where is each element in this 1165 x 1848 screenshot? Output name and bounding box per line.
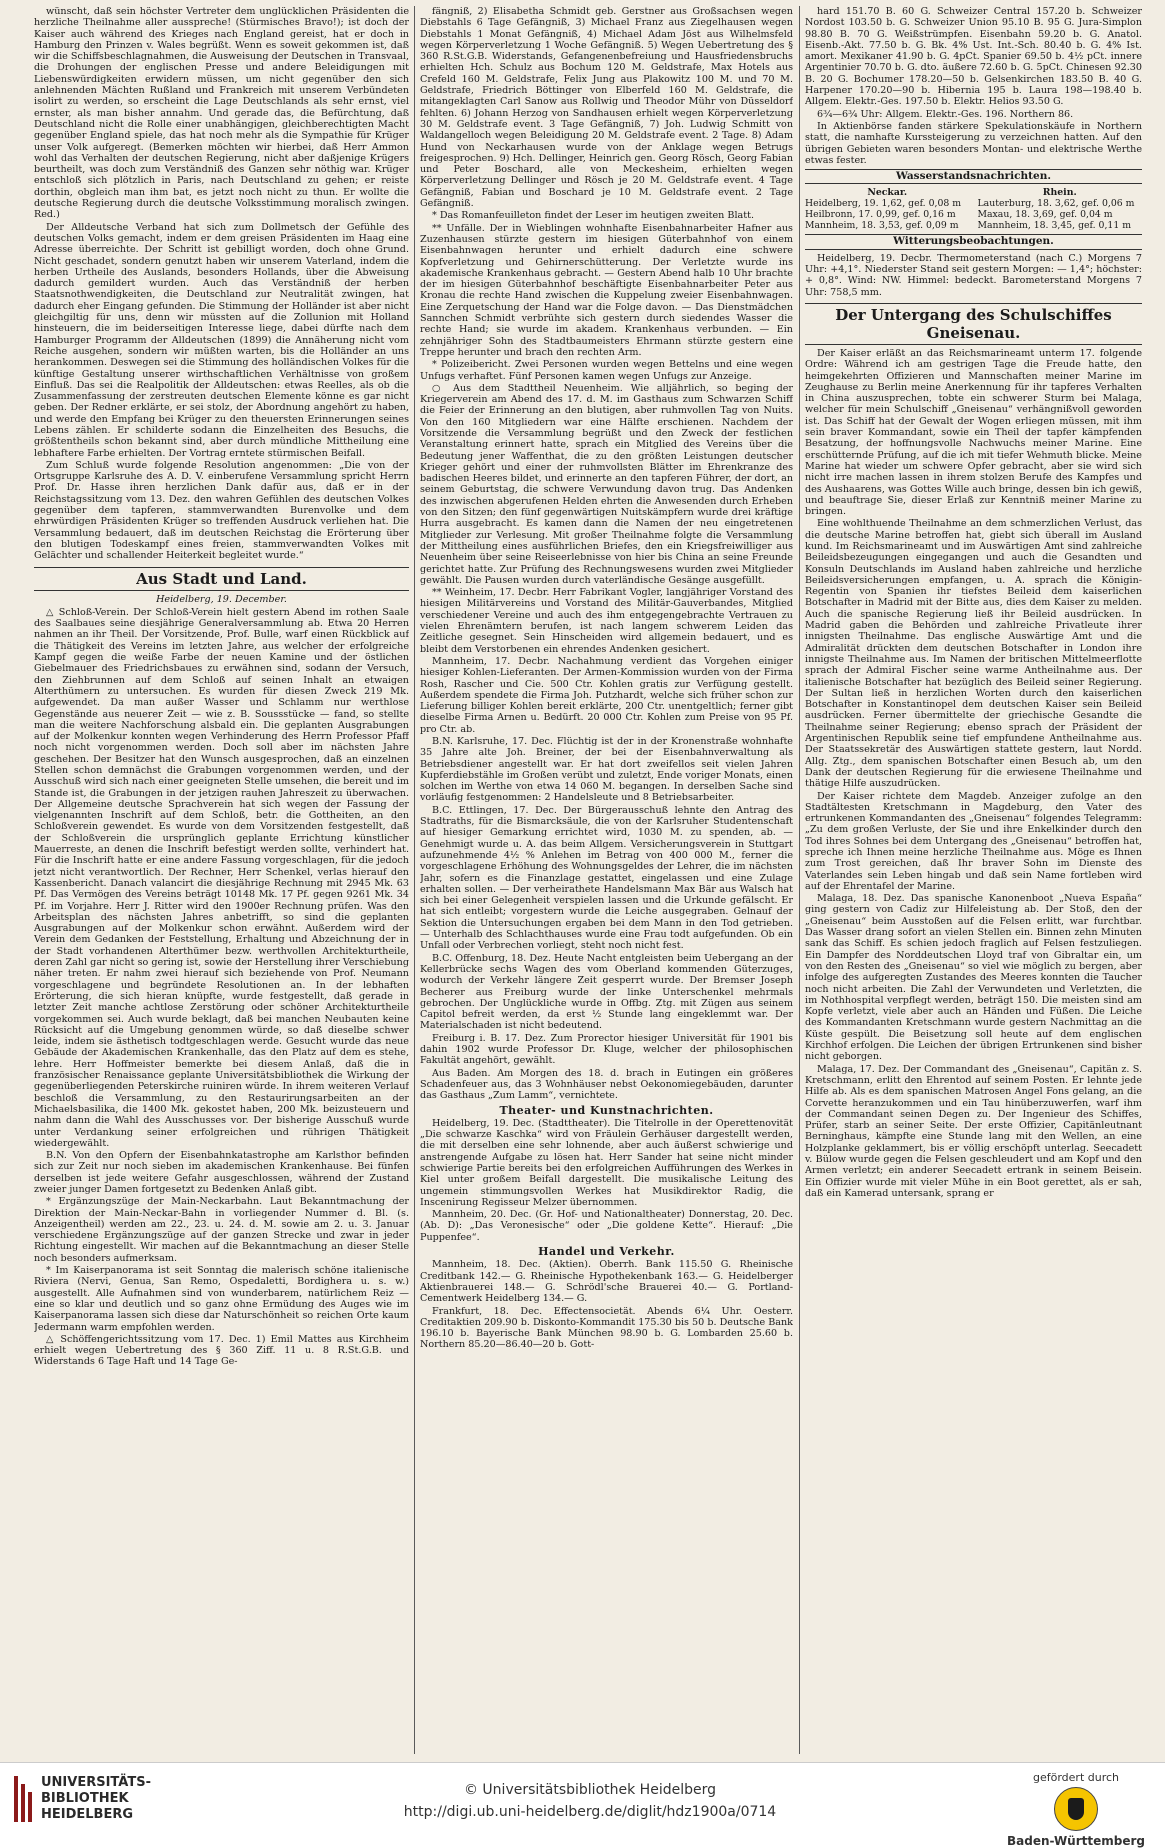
article-paragraph: In Aktienbörse fanden stärkere Spekulationskäufe in Northern statt, die namhafte Kurssteigerung zu verzeichnen hatten. Auf den übrigen Gebieten waren besonders Montan- und elektrische Werthe etwas fester. (805, 120, 1142, 166)
column-right (805, 6, 1142, 1754)
box-heading: Wasserstandsnachrichten. (805, 169, 1142, 184)
column-middle (420, 6, 793, 1754)
section-heading: Der Untergang des Schulschiffes Gneisenau. (805, 303, 1142, 345)
footer-info (330, 1779, 850, 1823)
water-values-rhein: Lauterburg, 18. 3,62, gef. 0,06 m Maxau, 18. 3,69, gef. 0,04 m Mannheim, 18. 3,45, gef. 0,11 m (977, 198, 1135, 232)
article-paragraph: Der Kaiser erläßt an das Reichsmarineamt unterm 17. folgende Ordre: Während ich am gestrigen Tage die Freude hatte, den heimgekehrten Offizieren und Mannschaften meiner Marine im Zeughause zu Berlin meine Anerkennung für ihr tapferes Verhalten in China auszusprechen, tobte ein schwerer Sturm bei Malaga, welcher für mein Schulschiff „Gneisenau“ verhängnißvoll geworden ist. Das Schiff hat der Gewalt der Wogen erliegen müssen, mit ihm sein braver Kommandant, sowie ein Theil der tapfer kämpfenden Besatzung, der hoffnungsvolle Nachwuchs meiner Marine. Eine erschütternde Prüfung, auf die ich mit tiefer Wehmuth blicke. Meine Marine hat wieder um schwere Opfer gebracht, aber sie wird sich nicht irre machen lassen in ihrem stolzen Berufe des Kampfes und des Aushaarens, was Gottes Wille auch bringe, dessen bin ich gewiß, und beauftrage Sie, dieser Erlaß zur Kenntniß meiner Marine zu bringen. (805, 347, 1142, 518)
column-left (34, 6, 409, 1754)
article-paragraph: △ Schöffengerichtssitzung vom 17. Dec. 1) Emil Mattes aus Kirchheim erhielt wegen Uebertretung des § 360 Ziff. 11 u. 8 R.St.G.B. und Widerstands 6 Tage Haft und 14 Tage Ge- (34, 1333, 409, 1368)
section-heading: Aus Stadt und Land. (34, 567, 409, 591)
article-paragraph: Mannheim, 17. Decbr. Nachahmung verdient das Vorgehen einiger hiesiger Kohlen-Lieferanten. Der Armen-Kommission wurden von der Firma Rosh, Rascher und Cie. 500 Ctr. Kohlen gratis zur Verfügung gestellt. Außerdem spendete die Firma Joh. Putzhardt, welche sich früher schon zur Lieferung billiger Kohlen bereit erklärte, 200 Ctr. unentgeltlich; ferner gibt dieselbe Firma Arnen u. Bedürft. 20 000 Ctr. Kohlen zum Preise von 95 Pf. pro Ctr. ab. (420, 655, 793, 735)
sponsor-name: Baden-Württemberg (1006, 1834, 1145, 1848)
article-paragraph: Eine wohlthuende Theilnahme an dem schmerzlichen Verlust, das die deutsche Marine betroffen hat, giebt sich überall im Ausland kund. Im Reichsmarineamt und im Auswärtigen Amt sind zahlreiche Beileidsbezeugungen eingegangen und auch die Gesandten und Konsuln Deutschlands im Ausland haben zahlreiche und herzliche Beileidsversicherungen empfangen, u. A. sprach die Königin-Regentin von Spanien ihr tiefstes Beileid dem kaiserlichen Botschafter in Madrid mit der Bitte aus, dies dem Kaiser zu melden. Auch die spanische Regierung ließ ihr Beileid ausdrücken. In Madrid gaben die Behörden und zahlreiche Privatleute ihrer innigsten Theilnahme. Das englische Auswärtige Amt und die Admiralität drückten dem deutschen Botschafter in London ihre innigste Theilnahme aus. Im Namen der britischen Mittelmeerflotte sprach der Admiral Fischer seine warme Antheilnahme aus. Der italienische Botschafter hat bezüglich des Beileid seiner Regierung. Der Sultan ließ in herzlichen Worten durch den kaiserlichen Botschafter in Konstantinopel dem deutschen Kaiser sein Beileid ausdrücken. Ferner übermittelte der griechische Gesandte die Theilnahme seiner Regierung; ebenso sprach der Präsident der Argentinischen Republik seine tief empfundene Antheilnahme aus. Der Staatssekretär des Auswärtigen stattete gestern, laut Nordd. Allg. Ztg., dem spanischen Botschafter einen Besuch ab, um den Dank der deutschen Regierung für die erwiesene Theilnahme und thätige Hilfe auszudrücken. (805, 518, 1142, 790)
sponsor-label: gefördert durch (1032, 1771, 1120, 1784)
sponsor-block (1001, 1771, 1151, 1848)
box-heading: Witterungsbeobachtungen. (805, 234, 1142, 249)
water-head-rhein: Rhein. (1042, 187, 1077, 199)
article-paragraph: Malaga, 18. Dez. Das spanische Kanonenboot „Nueva España“ ging gestern von Cadiz zur Hilfeleistung ab. Der Stoß, den der „Gneisenau“ beim Ausstoßen auf die Felsen erlitt, war furchtbar. Das Wasser drang sofort an vielen Stellen ein. Binnen zehn Minuten sank das Schiff. Es schien jedoch fraglich auf Felsen festzuliegen. Ein Dampfer des Norddeutschen Lloyd traf von Gibraltar ein, um von den Resten des „Gneisenau“ so viel wie möglich zu bergen, aber infolge des aufgeregten Zustandes des Meeres konnten die Taucher noch nicht arbeiten. Die Zahl der Verwundeten und Verletzten, die im Nothhospital verpflegt werden, beträgt 150. Die meisten sind am Kopfe verletzt, viele aber auch an Händen und Füßen. Die Leiche des Kommandanten Kretschmann wurde gestern Nachmittag an die Küste gespült. Die Beisetzung soll heute auf dem englischen Kirchhof erfolgen. Die Leichen der übrigen Ertrunkenen sind bisher nicht geborgen. (805, 893, 1142, 1063)
article-paragraph: Heidelberg, 19. Decbr. Thermometerstand (nach C.) Morgens 7 Uhr: +4,1°. Niederster Stand seit gestern Morgen: — 1,4°; höchster: + 0,8°. Wind: NW. Himmel: bedeckt. Barometerstand Morgens 7 Uhr: 758,5 mm. (805, 252, 1142, 298)
footer-bar (0, 1762, 1165, 1848)
article-paragraph: Freiburg i. B. 17. Dez. Zum Prorector hiesiger Universität für 1901 bis dahin 1902 wurde Professor Dr. Kluge, welcher der philosophischen Fakultät angehört, gewählt. (420, 1032, 793, 1067)
water-head-neckar: Neckar. (867, 187, 908, 199)
library-logo[interactable] (14, 1775, 151, 1823)
logo-line: BIBLIOTHEK (41, 1791, 129, 1806)
water-values-neckar: Heidelberg, 19. 1,62, gef. 0,08 m Heilbronn, 17. 0,99, gef. 0,16 m Mannheim, 18. 3,53, gef. 0,09 m (805, 198, 962, 232)
state-crest-icon (1054, 1787, 1098, 1831)
article-paragraph: Mannheim, 20. Dec. (Gr. Hof- und Nationaltheater) Donnerstag, 20. Dec. (Ab. D): „Das Veronesische“ oder „Die goldene Kette“. Hierauf: „Die Puppenfee“. (420, 1209, 793, 1243)
article-paragraph: wünscht, daß sein höchster Vertreter dem unglücklichen Präsidenten die herzliche Theilnahme aller ausspreche! (Stürmisches Bravo!); ist doch der Kaiser auch während des Krieges nach England gereist, hat er doch in Hamburg den Prinzen v. Wales begrüßt. Wenn es soweit gekommen ist, daß wir die Schiffsbeschlagnahmen, die Ausweisung der Deutschen in Transvaal, die Drohungen der englischen Presse und andere Beleidigungen mit Liebenswürdigkeiten erwidern müssen, um nicht gegenüber den sich anlehnenden Mächten Rußland und Frankreich mit unserem Verbündeten isolirt zu werden, so erscheint die Lage Deutschlands als sehr ernst, viel ernster, als man bisher annahm. Und gerade das, die Befürchtung, daß Deutschland nicht die Rolle einer unabhängigen, gleichberechtigten Macht gegenüber England spiele, das hat noch mehr als die Sympathie für Krüger unser Volk aufgeregt. (Bemerken möchten wir hierbei, daß Herr Ammon wohl das Verhalten der deutschen Regierung, nicht aber daßjenige Krügers beurtheilt, was doch zum Verständniß des Ganzen sehr nöthig war. Krüger entschloß sich plötzlich in Paris, nach Deutschland zu gehen; er reiste dorthin, obgleich man ihm bat, es jetzt noch nicht zu thun. Er wollte die deutsche Regierung durch die deutsche Volksstimmung moralisch zwingen. Red.) (34, 6, 409, 221)
library-logo-text (41, 1775, 151, 1823)
article-paragraph: * Ergänzungszüge der Main-Neckarbahn. Laut Bekanntmachung der Direktion der Main-Neckar-Bahn in vorliegender Nummer d. Bl. (s. Anzeigentheil) werden am 22., 23. u. 24. d. M. sowie am 2. u. 3. Januar verschiedene Ergänzungszüge auf der ganzen Strecke und zwar in jeder Richtung eingestellt. Wir machen auf die Bekanntmachung an dieser Stelle noch besonders aufmerksam. (34, 1196, 409, 1264)
column-divider (799, 6, 800, 1754)
article-paragraph: 6¾—6¾ Uhr: Allgem. Elektr.-Ges. 196. Northern 86. (817, 108, 1074, 120)
article-paragraph: B.C. Offenburg, 18. Dez. Heute Nacht entgleisten beim Uebergang an der Kellerbrücke sechs Wagen des vom Oberland kommenden Güterzuges, wodurch der Verkehr längere Zeit gesperrt wurde. Der Bremser Joseph Becherer aus Freiburg wurde der linke Unterschenkel mehrmals gebrochen. Der Unglückliche wurde in Offbg. Ztg. mit Zügen aus seinem Capitol befreit werden, da erst ½ Stunde lang eingeklemmt war. Der Materialschaden ist nicht bedeutend. (420, 952, 793, 1032)
article-paragraph: Frankfurt, 18. Dec. Effectensocietät. Abends 6¼ Uhr. Oesterr. Creditaktien 209.90 b. Diskonto-Kommandit 175.30 bis 50 b. Deutsche Bank 196.10 b. Bayerische Bank München 98.90 b. G. Lombarden 25.60 b. Northern 85.20—86.40—20 b. Gott- (420, 1305, 793, 1351)
article-paragraph: B.N. Von den Opfern der Eisenbahnkatastrophe am Karlsthor befinden sich zur Zeit nur noch sieben im akademischen Krankenhause. Bei fünfen derselben ist jede weitere Gefahr ausgeschlossen, während der Zustand zweier junger Damen fortgesetzt zu Bedenken Anlaß gibt. (34, 1150, 409, 1195)
article-paragraph: ** Unfälle. Der in Wieblingen wohnhafte Eisenbahnarbeiter Hafner aus Zuzenhausen stürzte gestern im hiesigen Güterbahnhof von einem Eisenbahnwagen herunter und erhielt dadurch eine schwere Kopfverletzung und Gehirnerschütterung. Der Verletzte wurde ins akademische Krankenhaus gebracht. — Gestern Abend halb 10 Uhr brachte der im hiesigen Güterbahnhof beschäftigte Eisenbahnarbeiter Peter aus Kronau die rechte Hand zwischen die Kuppelung zweier Eisenbahnwagen. Eine Zerquetschung der Hand war die Folge davon. — Das Dienstmädchen Sannchen Schmidt verbrühte sich gestern durch siedendes Wasser die rechte Hand; sie wurde im akadem. Krankenhaus verbunden. — Ein zehnjähriger Sohn des Stadtbaumeisters Ehrmann stürzte gestern eine Treppe herunter und brach den rechten Arm. (420, 222, 793, 358)
article-paragraph: Mannheim, 18. Dec. (Aktien). Oberrh. Bank 115.50 G. Rheinische Creditbank 142.— G. Rheinische Hypothekenbank 163.— G. Heidelberger Aktienbrauerei 148.— G. Schrödl'sche Brauerei 40.— G. Portland-Cementwerk Heidelberg 134.— G. (420, 1259, 793, 1305)
column-right-top (805, 6, 1142, 184)
subsection-heading: Theater- und Kunstnachrichten. (499, 1103, 714, 1117)
logo-line: UNIVERSITÄTS- (41, 1775, 151, 1790)
permalink[interactable]: http://digi.ub.uni-heidelberg.de/diglit/hdz1900a/0714 (403, 1804, 777, 1820)
dateline: Heidelberg, 19. December. (156, 593, 287, 605)
article-paragraph: Zum Schluß wurde folgende Resolution angenommen: „Die von der Ortsgruppe Karlsruhe des A. D. V. einberufene Versammlung spricht Herrn Prof. Dr. Hasse ihren herzlichen Dank dafür aus, daß er in der Reichstagssitzung vom 13. Dez. den wahren Gefühlen des deutschen Volkes gegenüber dem tapferen, stammverwandten Burenvolke und dem ehrwürdigen Präsidenten Krüger so treffenden Ausdruck verliehen hat. Die Versammlung bedauert, daß im deutschen Reichstag die Erörterung über den blutigen Todeskampf eines freien, stammverwandten Volkes mit Gelächter und schallender Heiterkeit begleitet wurde.“ (34, 459, 409, 562)
article-paragraph: △ Schloß-Verein. Der Schloß-Verein hielt gestern Abend im rothen Saale des Saalbaues seine diesjährige Generalversammlung ab. Etwa 20 Herren nahmen an ihr Theil. Der Vorsitzende, Prof. Bulle, warf einen Rückblick auf die Thätigkeit des Vereins im letzten Jahre, aus welcher der erfolgreiche Kampf gegen die weiße Farbe der neuen Kamine und der östlichen Giebelmauer des Friedrichsbaues zu erwähnen sind, sodann der Versuch, den Ziehbrunnen auf dem Schloß auf seinen Inhalt an etwaigen Alterthümern zu untersuchen. Es wurden für diesen Zweck 219 Mk. aufgewendet. Da man außer Wasser und Schlamm nur werthlose Gegenstände aus neuerer Zeit — wie z. B. Soussstücke — fand, so stellte man die weitere Nachforschung alsbald ein. Die geplanten Ausgrabungen auf der Molkenkur konnten wegen Verhinderung des Herrn Professor Pfaff noch nicht vorgenommen werden. Doch soll aber im nächsten Jahre geschehen. Der Besitzer hat den Wunsch ausgesprochen, daß an einzelnen Stellen schon demnächst die Grabungen vorgenommen werden, und der Ausschuß wird sich nach einer geeigneten Stelle umsehen, die bereit und im Stande ist, die Grabungen in der jetzigen rauhen Jahreszeit zu überwachen. Der Allgemeine deutsche Sprachverein hat sich wegen der Fassung der vielgenannten Inschrift auf dem Schloß, betr. die Gottheiten, an den Schloßverein gewendet. Es wurde von dem Vorsitzenden festgestellt, daß der Schloßverein die ursprünglich geplante Errichtung künstlicher Mauerreste, an denen die Inschrift befestigt werden sollte, verhindert hat. Für die Inschrift hatte er eine andere Fassung vorgeschlagen, für die jedoch jetzt nicht verantwortlich. Der Rechner, Herr Schenkel, verlas hierauf den Kassenbericht. Danach valancirt die diesjährige Rechnung mit 2945 Mk. 63 Pf. Das Vermögen des Vereins beträgt 10148 Mk. 17 Pf. gegen 9261 Mk. 34 Pf. im Vorjahre. Herr J. Ritter wird den 1900er Rechnung prüfen. Was den Arbeitsplan des nächsten Jahres anbetrifft, so sind die geplanten Ausgrabungen auf der Molkenkur schon erwähnt. Außerdem wird der Verein dem Gedanken der Feststellung, Erhaltung und Abzeichnung der in der Stadt vorhandenen Alterthümer bezw. werthvollen Architekturtheile, deren Zahl gar nicht so gering ist, sowie der Herstellung ihrer Verschiebung näher treten. Er nahm zwei hierauf sich beziehende von Prof. Neumann vorgeschlagene und begründete Resolutionen an. In der lebhaften Erörterung, die sich hieran knüpfte, wurde festgestellt, daß gerade in letzter Zeit manche achtlose Zerstörung oder schöner Architekturtheile vorgekommen sei. Auch wurde beklagt, daß bei manchen Neubauten keine Rücksicht auf die Umgebung genommen würde, so daß dieselbe schwer leide, indem sie ästhetisch todtgeschlagen werde. Gesucht wurde das neue Gebäude der Akademischen Krankenhalle, das den Platz auf dem es stehe, lehre. Herr Hoffmeister bemerkte bei diesem Anlaß, daß die in französischer Renaissance geplante Universitätsbibliothek die Wirkung der gegenüberliegenden Peterskirche ruiniren würde. In ihrem weiteren Verlauf beschloß die Versammlung, zu den Restaurirungsarbeiten an der Michaelsbasilika, die 1400 Mk. gekostet haben, 200 Mk. beizusteuern und nahm dann die Wahl des Ausschusses vor. Der bisherige Ausschuß wurde unter Verdankung seiner erfolgreichen und rührigen Thätigkeit wiedergewählt. (34, 606, 409, 1149)
article-paragraph: ○ Aus dem Stadttheil Neuenheim. Wie alljährlich, so beging der Kriegerverein am Abend des 17. d. M. im Gasthaus zum Schwarzen Schiff die Feier der Erinnerung an den blutigen, aber ruhmvollen Tag von Nuits. Von den 160 Mitgliedern war eine Hälfte erschienen. Nachdem der Vorsitzende die Versammlung begrüßt und den Zweck der festlichen Veranstaltung erinnert hatte, sprach ein Mitglied des Vereins über die Bedeutung jener Waffenthat, die zu den größten Leistungen deutscher Krieger gehört und einer der ruhmvollsten Blätter im Ehrenkranze des badischen Heeres bildet, und erinnerte an den tapferen Führer, der dort, an seinem Geburtstag, die schwere Verwundung davon trug. Das Andenken des inzwischen abgerufenen Helden ehrten die Anwesenden durch Erheben von den Sitzen; den fünf gegenwärtigen Nuitskämpfern wurde drei kräftige Hurra ausgebracht. Es kamen dann die Namen der neu eingetretenen Mitglieder zur Verlesung. Mit großer Theilnahme folgte die Versammlung der Mittheilung eines ausführlichen Briefes, den ein Kriegsfreiwilliger aus Neuenheim über seine Reiseerlebnisse von hier bis China an seine Freunde gerichtet hatte. Zur Prüfung des Rechnungswesens wurden zwei Mitglieder gewählt. Die Pausen wurden durch vaterländische Gesänge ausgefüllt. (420, 382, 793, 586)
article-paragraph: * Im Kaiserpanorama ist seit Sonntag die malerisch schöne italienische Riviera (Nervi, Genua, San Remo, Ospedaletti, Bordighera u. s. w.) ausgestellt. Alle Aufnahmen sind von wunderbarem, natürlichem Reiz — eine so klar und deutlich und so ganz ohne Ermüdung des Auges wie im Kaiserpanorama lassen sich diese dar Naturschönheit so reichen Orte kaum Jedermann warm empfohlen werden. (34, 1265, 409, 1333)
article-paragraph: ** Weinheim, 17. Decbr. Herr Fabrikant Vogler, langjähriger Vorstand des hiesigen Militärvereins und Vorstand des Militär-Gauverbandes, Mitglied verschiedener Vereine und auch des ihm entgegengebrachte Vertrauen zu vielen Ehrenämtern berufen, ist nach langem schwerem Leiden das Zeitliche gesegnet. Sein Hinscheiden wird allgemein bedauert, und es bleibt dem Verstorbenen ein ehrendes Andenken gesichert. (420, 587, 793, 655)
article-paragraph: B.C. Ettlingen, 17. Dec. Der Bürgerausschuß lehnte den Antrag des Stadtraths, für die Bismarcksäule, die von der Karlsruher Studentenschaft auf hiesiger Gemarkung errichtet wird, 1030 M. zu spenden, ab. — Genehmigt wurde u. A. das beim Allgem. Versicherungsverein in Stuttgart aufzunehmende 4½ % Anlehen im Betrag von 400 000 M., ferner die vorgeschlagene Erhöhung des Wohnungsgeldes der Lehrer, die im nächsten Jahr, sofern es die Finanzlage gestattet, eingelassen und eine Zulage erhalten sollen. — Der verheirathete Handelsmann Max Bär aus Walsch hat sich bei einer Gelegenheit verspielen lassen und die Urkunde gefälscht. Er hat sich entleibt; vorgestern wurde die Leiche ausgegraben. Gelnauf der Sektion die Untersuchungen ergaben bei dem Mann in den Tod getrieben. — Unterhalb des Schlachthauses wurde eine Frau todt aufgefunden. Ob ein Unfall oder Verbrechen vorliegt, steht noch nicht fest. (420, 804, 793, 952)
logo-line: HEIDELBERG (41, 1807, 134, 1822)
column-right-bottom (805, 234, 1142, 1199)
subsection-heading: Handel und Verkehr. (538, 1245, 675, 1259)
library-logo-icon (14, 1776, 35, 1822)
copyright-text: © Universitätsbibliothek Heidelberg (463, 1782, 716, 1798)
article-paragraph: * Polizeibericht. Zwei Personen wurden wegen Bettelns und eine wegen Unfugs verhaftet. Fünf Personen kamen wegen Unfugs zur Anzeige. (420, 359, 793, 382)
article-paragraph: fängniß, 2) Elisabetha Schmidt geb. Gerstner aus Großsachsen wegen Diebstahls 6 Tage Gefängniß, 3) Michael Franz aus Ziegelhausen wegen Diebstahls 1 Monat Gefängniß, 4) Michael Adam Jöst aus Wilhelmsfeld wegen Körperverletzung 1 Woche Gefängniß. 5) Wegen Uebertretung des § 360 R.St.G.B. Widerstands, Gefangenenbefreiung und Hausfriedensbruchs erhielten Hch. Schulz aus Bochum 120 M. Geldstrafe, Max Hotels aus Crefeld 160 M. Geldstrafe, Felix Jung aus Plakowitz 100 M. und 70 M. Geldstrafe, Friedrich Böttinger von Elberfeld 160 M. Geldstrafe, die mitangeklagten Carl Sanow aus Rollwig und Theodor Mühr von Düsseldorf fehlten. 6) Johann Herzog von Sandhausen erhielt wegen Körperverletzung 30 M. Geldstrafe event. 3 Tage Gefängniß, 7) Joh. Ludwig Schmitt von Waldangelloch wegen Beleidigung 20 M. Geldstrafe event. 2 Tage. 8) Adam Hund von Neckarhausen wurde von der Anklage wegen Betrugs freigesprochen. 9) Hch. Dellinger, Heinrich gen. Georg Rösch, Georg Fabian und Peter Boschard, alle von Meckesheim, erhielten wegen Körperverletzung Dellinger und Rösch je 20 M. Geldstrafe event. 4 Tage Gefängniß, Fabian und Boschard je 10 M. Geldstrafe event. 2 Tage Gefängniß. (420, 6, 793, 210)
article-paragraph: hard 151.70 B. 60 G. Schweizer Central 157.20 b. Schweizer Nordost 103.50 b. G. Schweizer Union 95.10 B. 95 G. Jura-Simplon 98.80 B. 70 G. Weißstrümpfen. Eisenbahn 59.20 b. G. Anatol. Eisenb.-Akt. 77.50 b. G. Bk. 4% Ust. Int.-Sch. 80.40 b. G. 4% Ist. amort. Mexikaner 41.90 b. G. 4pCt. Spanier 69.50 b. 4½ pCt. innere Argentinier 70.70 b. G. dto. äußere 72.60 b. G. 5pCt. Chinesen 92.30 B. 20 G. Bochumer 178.20—50 b. Gelsenkirchen 183.50 B. 40 G. Harpener 170.20—90 b. Hibernia 195 b. Laura 198—198.40 b. Allgem. Elektr.-Ges. 197.50 b. Elektr. Helios 93.50 G. (805, 6, 1142, 108)
article-paragraph: B.N. Karlsruhe, 17. Dec. Flüchtig ist der in der Kronenstraße wohnhafte 35 Jahre alte Joh. Breiner, der bei der Eisenbahnverwaltung als Betriebsdiener angestellt war. Er hat dort zweifellos seit vielen Jahren Kupferdiebstähle im Großen verübt und zuletzt, Ende voriger Monats, einen solchen im Werthe von etwa 14 060 M. begangen. In derselben Sache sind vorläufig festgenommen: 2 Handelsleute und 8 Betriebsarbeiter. (420, 736, 793, 804)
column-divider (414, 6, 415, 1754)
article-paragraph: Heidelberg, 19. Dec. (Stadttheater). Die Titelrolle in der Operettenovität „Die schwarze Kaschka“ wird von Fräulein Gerhäuser dargestellt werden, die mit derselben eine sehr lohnende, aber auch äußerst schwierige und anstrengende Aufgabe zu lösen hat. Herr Sander hat seine nicht minder schwierige Partie bereits bei den erfolgreichen Aufführungen des Werkes in Kiel unter großem Beifall dargestellt. Die musikalische Leitung des ungemein stimmungsvollen Werkes hat Musikdirektor Radig, die Inscenirung Regisseur Melzer übernommen. (420, 1117, 793, 1208)
article-paragraph: Malaga, 17. Dez. Der Commandant des „Gneisenau“, Capitän z. S. Kretschmann, erlitt den Ehrentod auf seinem Posten. Er lehnte jede Hilfe ab. Als es dem spanischen Matrosen Angel Fons gelang, an die Corvette heranzukommen und ein Tau hinüberzuwerfen, warf ihm der Commandant seinen Degen zu. Der Ingenieur des Schiffes, Prüfer, starb an seiner Seite. Der erste Offizier, Capitänleutnant Berninghaus, kämpfte eine Stunde lang mit den Wellen, an eine Holzplanke geklammert, bis er völlig erschöpft unterlag. Seecadett v. Bülow wurde gegen die Felsen geschleudert und am Kopf und den Armen verletzt; ein anderer Seecadett ertrank in seinem Beisein. Ein Offizier wurde mit vieler Mühe in ein Boot gerettet, als er sah, daß ein Kamerad untersank, sprang er (805, 1063, 1142, 1199)
article-paragraph: Der Kaiser richtete dem Magdeb. Anzeiger zufolge an den Stadtältesten Kretschmann in Magdeburg, den Vater des ertrunkenen Kommandanten des „Gneisenau“ folgendes Telegramm: „Zu dem großen Verluste, der Sie und ihre Enkelkinder durch den Tod ihres Sohnes bei dem Untergang des „Gneisenau“ betroffen hat, spreche ich Ihnen meine herzliche Theilnahme aus. Möge es Ihnen zum Trost gereichen, daß Ihr braver Sohn im Dienste des Vaterlandes sein Leben hingab und daß sein Name fortleben wird auf der Ehrentafel der Marine. (805, 790, 1142, 892)
article-paragraph: * Das Romanfeuilleton findet der Leser im heutigen zweiten Blatt. (432, 210, 755, 222)
article-paragraph: Aus Baden. Am Morgen des 18. d. brach in Eutingen ein größeres Schadenfeuer aus, das 3 Wohnhäuser nebst Oekonomiegebäuden, darunter das Gasthaus „Zum Lamm“, vernichtete. (420, 1067, 793, 1102)
water-levels (805, 187, 1142, 231)
article-paragraph: Der Alldeutsche Verband hat sich zum Dollmetsch der Gefühle des deutschen Volks gemacht, indem er dem greisen Präsidenten im Haag eine Adresse überreichte. Der Schritt ist gebilligt worden, doch ohne Grund. Nicht geschadet, sondern genutzt haben wir unserem Vaterland, indem die herben Urtheile des Auslands, besonders Hollands, über die Abweisung dadurch gemildert wurden. Auch das Verständniß der herben Staatsnothwendigkeiten, die Deutschland zur Neutralität zwingen, hat dadurch eher Eingang gefunden. Die Stimmung der Holländer ist aber nicht gleichgiltig für uns, denn wir müssten auf die Zollunion mit Holland hinsteuern, die im beiderseitigen Interesse liege, dabei dürfte nach dem Hamburger Programm der Alldeutschen (1899) die Annäherung nicht vom Reiche ausgehen, sondern wir müßten warten, bis die Holländer an uns herankommen. Deswegen sei die Stimmung des holländischen Volkes für die künftige Gestaltung unserer wirthschaftlichen Verhältnisse von großem Einfluß. Das sei die Realpolitik der Alldeutschen: etwas Reelles, als ob die Zusammenfassung der zerstreuten deutschen Elemente könne es gar nicht geben. Der Redner erklärte, er sei stolz, der Abordnung angehört zu haben, und werde den Empfang bei Krüger zu den theuersten Erinnerungen seines Lebens zählen. Er schilderte sodann die Einzelheiten des Besuchs, die größtentheils schon bekannt sind, aber durch mündliche Mittheilung eine lebhaftere Farbe erhielten. Der Vortrag erntete stürmischen Beifall. (34, 221, 409, 459)
